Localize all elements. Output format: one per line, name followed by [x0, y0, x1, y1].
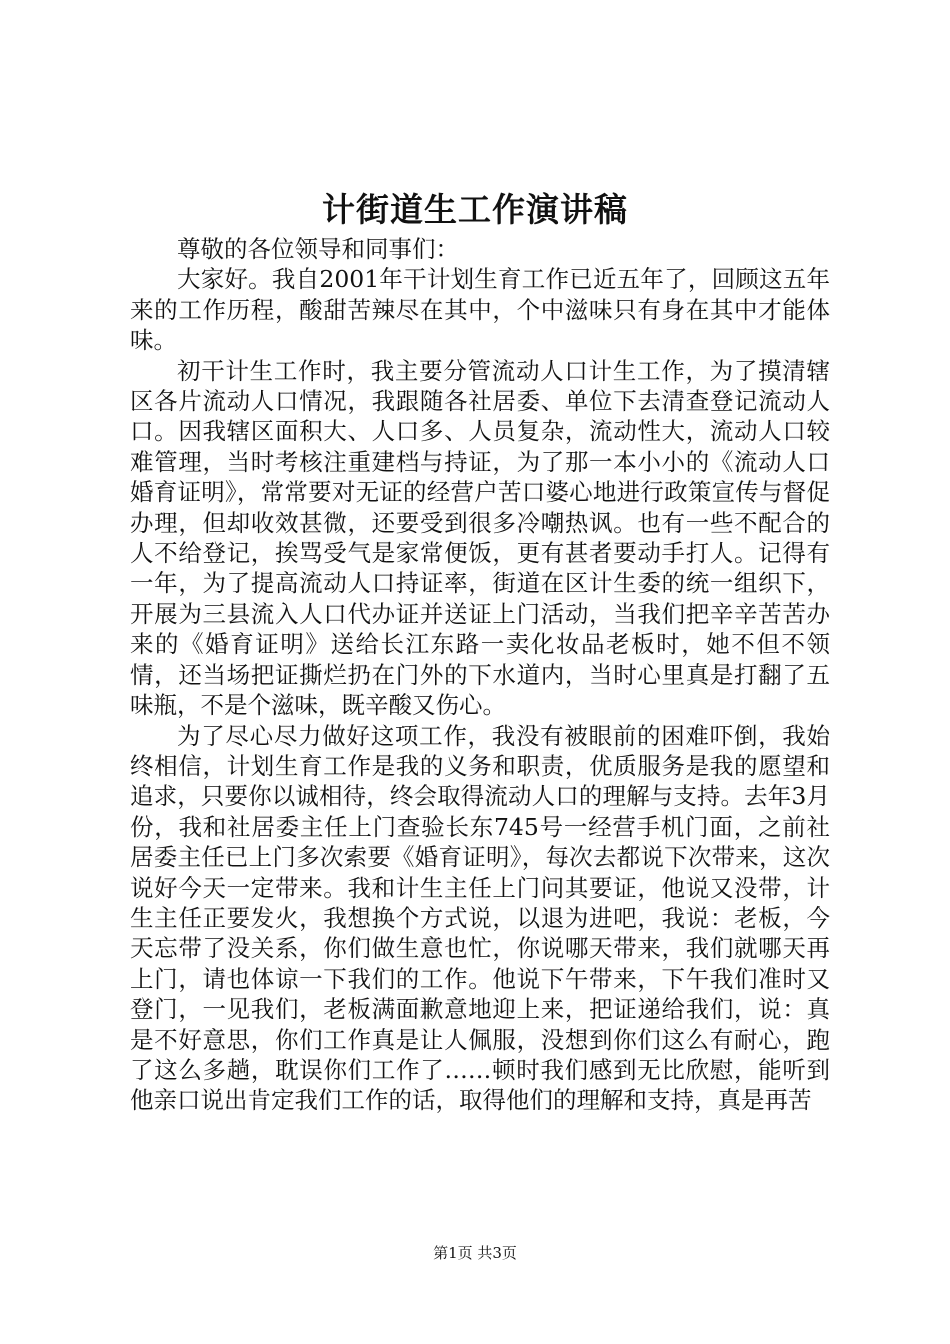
- document-title: 计街道生工作演讲稿: [322, 190, 628, 229]
- body-paragraph: 大家好。我自2001年干计划生育工作已近五年了，回顾这五年来的工作历程，酸甜苦辣尽在其中，个中滋味只有身在其中才能体味。: [130, 265, 830, 355]
- document-body: [130, 234, 830, 1116]
- body-paragraph: 为了尽心尽力做好这项工作，我没有被眼前的困难吓倒，我始终相信，计划生育工作是我的义务和职责，优质服务是我的愿望和追求，只要你以诚相待，终会取得流动人口的理解与支持。去年3月份，我和社居委主任上门查验长东745号一经营手机门面，之前社居委主任已上门多次索要《婚育证明》，每次去都说下次带来，这次说好今天一定带来。我和计生主任上门问其要证，他说又没带，计生主任正要发火，我想换个方式说，以退为进吧，我说：老板，今天忘带了没关系，你们做生意也忙，你说哪天带来，我们就哪天再上门，请也体谅一下我们的工作。他说下午带来，下午我们准时又登门，一见我们，老板满面歉意地迎上来，把证递给我们，说：真是不好意思，你们工作真是让人佩服，没想到你们这么有耐心，跑了这么多趟，耽误你们工作了……顿时我们感到无比欣慰，能听到他亲口说出肯定我们工作的话，取得他们的理解和支持，真是再苦: [130, 721, 830, 1115]
- body-paragraph: 初干计生工作时，我主要分管流动人口计生工作，为了摸清辖区各片流动人口情况，我跟随各社居委、单位下去清查登记流动人口。因我辖区面积大、人口多、人员复杂，流动性大，流动人口较难管理，当时考核注重建档与持证，为了那一本小小的《流动人口婚育证明》，常常要对无证的经营户苦口婆心地进行政策宣传与督促办理，但却收效甚微，还要受到很多冷嘲热讽。也有一些不配合的人不给登记，挨骂受气是家常便饭，更有甚者要动手打人。记得有一年，为了提高流动人口持证率，街道在区计生委的统一组织下，开展为三县流入人口代办证并送证上门活动，当我们把辛辛苦苦办来的《婚育证明》送给长江东路一卖化妆品老板时，她不但不领情，还当场把证撕烂扔在门外的下水道内，当时心里真是打翻了五味瓶，不是个滋味，既辛酸又伤心。: [130, 356, 830, 720]
- page-footer: 第1页 共3页: [433, 1244, 517, 1262]
- salutation-paragraph: 尊敬的各位领导和同事们：: [177, 235, 459, 263]
